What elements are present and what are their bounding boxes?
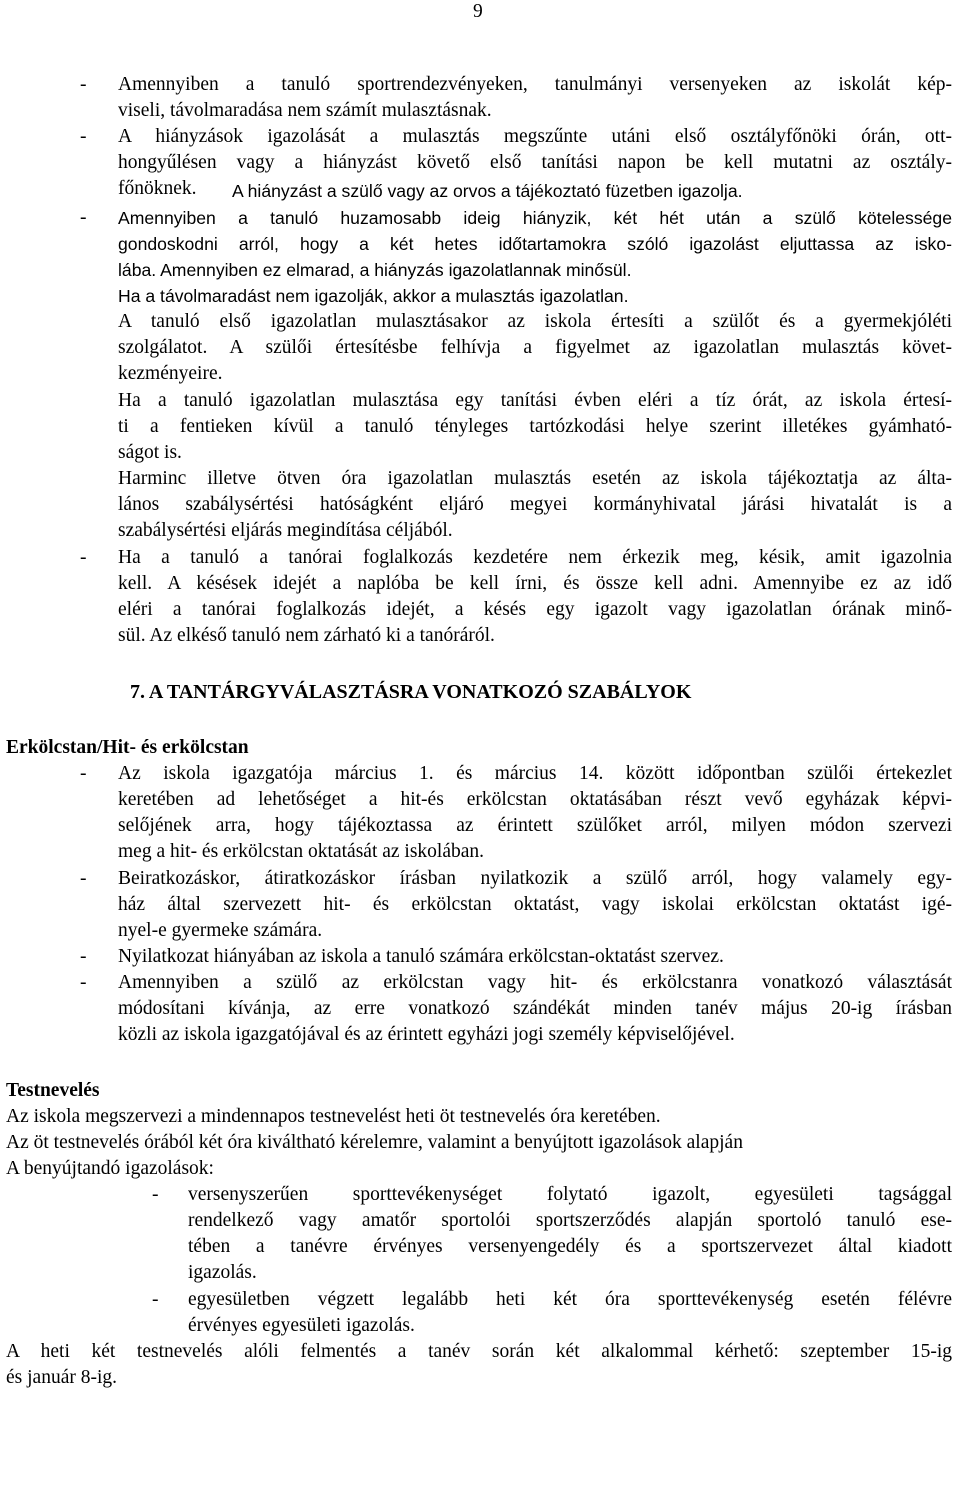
bullet-dash: - [152, 1184, 159, 1205]
text-line: Az öt testnevelés órából két óra kiváltható kérelemre, valamint a benyújtott igazolások alapján [6, 1132, 743, 1153]
text-line: szolgálatot. A szülői értesítésbe felhívja a figyelmet az igazolatlan mulasztás követ- [118, 337, 952, 358]
text-line: lába. Amennyiben ez elmarad, a hiányzás igazolatlannak minősül. [118, 260, 632, 280]
text-line: szabálysértési eljárás megindítása céljából. [118, 520, 453, 541]
text-line: gondoskodni arról, hogy a két hetes időtartamokra szóló igazolást eljuttassa az isko- [118, 234, 952, 254]
text-line: lános szabálysértési hatóságként eljáró megyei kormányhivatal járási hivatalát is a [118, 494, 952, 515]
text-line: A heti két testnevelés alóli felmentés a tanév során két alkalommal kérhető: szeptember 15-ig [6, 1341, 952, 1362]
page-number: 9 [473, 1, 483, 22]
bullet-dash: - [80, 126, 87, 147]
text-line: igazolás. [188, 1262, 257, 1283]
text-line: tében a tanévre érvényes versenyengedély és a sportszervezet által kiadott [188, 1236, 952, 1257]
text-line: selőjének arra, hogy tájékoztassa az érintett szülőket arról, milyen módon szervezi [118, 815, 952, 836]
text-line: kell. A késések idejét a naplóba be kell írni, és össze kell adni. Amennyibe ez az idő [118, 573, 952, 594]
text-line: A hiányzást a szülő vagy az orvos a tájékoztató füzetben igazolja. [232, 181, 743, 201]
text-line: Ha a tanuló igazolatlan mulasztása egy tanítási évben eléri a tíz órát, az iskola értesí- [118, 390, 952, 411]
bullet-dash: - [152, 1289, 159, 1310]
text-line: rendelkező vagy amatőr sportolói sportszerződés alapján sportoló tanuló ese- [188, 1210, 952, 1231]
text-line: érvényes egyesületi igazolás. [188, 1315, 415, 1336]
text-line: Amennyiben a tanuló sportrendezvényeken, tanulmányi versenyeken az iskolát kép- [118, 74, 952, 95]
text-line: meg a hit- és erkölcstan oktatását az iskolában. [118, 841, 485, 862]
text-line: Ha a távolmaradást nem igazolják, akkor a mulasztás igazolatlan. [118, 286, 629, 306]
text-line: Nyilatkozat hiányában az iskola a tanuló számára erkölcstan-oktatást szervez. [118, 946, 724, 967]
text-line: nyel-e gyermeke számára. [118, 920, 323, 941]
bullet-dash: - [80, 763, 87, 784]
bullet-dash: - [80, 972, 87, 993]
text-line: ságot is. [118, 442, 182, 463]
bullet-dash: - [80, 946, 87, 967]
text-line: sül. Az elkéső tanuló nem zárható ki a tanóráról. [118, 625, 495, 646]
text-line: A tanuló első igazolatlan mulasztásakor az iskola értesíti a szülőt és a gyermekjóléti [118, 311, 952, 332]
text-line: kezményeire. [118, 363, 223, 384]
text-line: Harminc illetve ötven óra igazolatlan mulasztás esetén az iskola tájékoztatja az álta- [118, 468, 952, 489]
text-line: keretében ad lehetőséget a hit-és erkölcstan oktatásában részt vevő egyházak képvi- [118, 789, 952, 810]
text-line: Ha a tanuló a tanórai foglalkozás kezdetére nem érkezik meg, késik, amit igazolnia [118, 547, 952, 568]
section-heading: Testnevelés [6, 1080, 100, 1101]
text-line: közli az iskola igazgatójával és az érintett egyházi jogi személy képviselőjével. [118, 1024, 735, 1045]
text-line: ház által szervezett hit- és erkölcstan oktatást, vagy iskolai erkölcstan oktatást igé- [118, 894, 952, 915]
text-line: Az iskola igazgatója március 1. és március 14. között időpontban szülői értekezlet [118, 763, 952, 784]
text-line: viseli, távolmaradása nem számít mulasztásnak. [118, 100, 492, 121]
bullet-dash: - [80, 207, 87, 228]
section-heading: Erkölcstan/Hit- és erkölcstan [6, 737, 249, 758]
text-line: eléri a tanórai foglalkozás idejét, a késés egy igazolt vagy igazolatlan órának minő- [118, 599, 952, 620]
bullet-dash: - [80, 547, 87, 568]
text-line: Az iskola megszervezi a mindennapos testnevelést heti öt testnevelés óra keretében. [6, 1106, 661, 1127]
chapter-title: 7. A TANTÁRGYVÁLASZTÁSRA VONATKOZÓ SZABÁLYOK [130, 681, 692, 703]
text-line: Amennyiben a szülő az erkölcstan vagy hit- és erkölcstanra vonatkozó választását [118, 972, 952, 993]
text-line: módosítani kívánja, az erre vonatkozó szándékát minden tanév május 20-ig írásban [118, 998, 952, 1019]
bullet-dash: - [80, 868, 87, 889]
text-line: és január 8-ig. [6, 1367, 118, 1388]
text-line: főnöknek. [118, 178, 197, 199]
text-line: Beiratkozáskor, átiratkozáskor írásban nyilatkozik a szülő arról, hogy valamely egy- [118, 868, 952, 889]
bullet-dash: - [80, 74, 87, 95]
text-line: egyesületben végzett legalább heti két óra sporttevékenység esetén félévre [188, 1289, 952, 1310]
text-line: hongyűlésen vagy a hiányzást követő első tanítási napon be kell mutatni az osztály- [118, 152, 952, 173]
text-line: A benyújtandó igazolások: [6, 1158, 214, 1179]
text-line: A hiányzások igazolását a mulasztás megszűnte utáni első osztályfőnöki órán, ott- [118, 126, 952, 147]
text-line: Amennyiben a tanuló huzamosabb ideig hiányzik, két hét után a szülő kötelessége [118, 208, 952, 228]
text-line: ti a fentieken kívül a tanuló tényleges tartózkodási helye szerint illetékes gyámható- [118, 416, 952, 437]
text-line: versenyszerűen sporttevékenységet folytató igazolt, egyesületi tagsággal [188, 1184, 952, 1205]
